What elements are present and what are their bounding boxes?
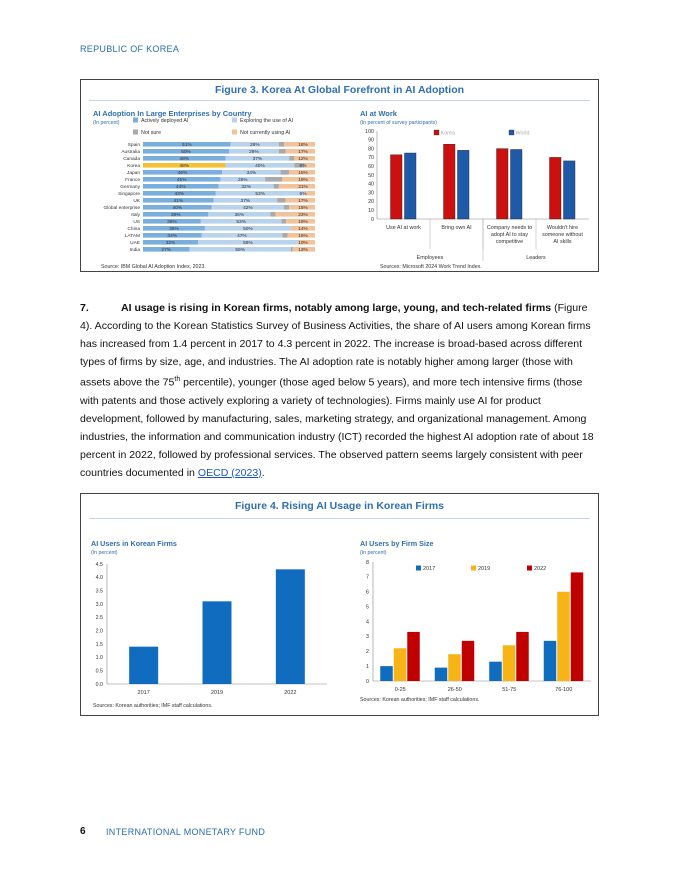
- data-label-spain-exploring: 28%: [249, 143, 260, 148]
- y-tick-0-5: 0.5: [95, 668, 103, 675]
- paragraph-text-3: .: [261, 466, 265, 479]
- chart-title: AI Users in Korean Firms: [91, 539, 177, 548]
- chart-subtitle: (In percent of survey participants): [360, 120, 437, 126]
- data-label-uae-notusing: 10%: [298, 241, 308, 246]
- bar-2019-0-25: [394, 648, 407, 681]
- legend-label-exploring-the-use-of-ai: Exploring the use of AI: [240, 118, 294, 124]
- bar-segment-canada-notsure: [289, 156, 294, 161]
- data-label-us-exploring: 53%: [236, 220, 246, 225]
- bar-segment-australia-notsure: [279, 149, 286, 154]
- bar-2019-26-50: [448, 654, 461, 681]
- data-label-japan-exploring: 34%: [246, 171, 257, 176]
- country-label-france: France: [125, 178, 140, 183]
- figure-4-charts: [81, 494, 600, 717]
- data-label-india-exploring: 59%: [235, 248, 245, 253]
- data-label-italy-notusing: 23%: [298, 213, 308, 218]
- bar-segment-germany-notsure: [274, 184, 279, 189]
- y-tick-20: 20: [368, 199, 374, 206]
- country-label-latam: LATAM: [124, 234, 140, 239]
- y-tick-4-0: 4.0: [95, 575, 103, 582]
- data-label-australia-notusing: 17%: [298, 150, 308, 155]
- figure-3-charts: [81, 80, 600, 273]
- bar-world-bring-own-ai: [458, 150, 470, 219]
- data-label-us-deployed: 38%: [167, 220, 177, 225]
- data-label-latam-notusing: 16%: [298, 234, 308, 239]
- legend-label-2019: 2019: [478, 566, 491, 572]
- data-label-china-notusing: 14%: [298, 227, 308, 232]
- bar-2022-51-75: [516, 632, 529, 681]
- y-tick-50: 50: [368, 172, 374, 179]
- category-label-company-needs-to-adopt-ai-to-stay-competitive: Company needs to adopt AI to stay competitive: [486, 225, 533, 245]
- bar-segment-japan-notsure: [281, 170, 290, 175]
- y-tick-100: 100: [365, 128, 374, 135]
- y-tick-4-5: 4.5: [95, 561, 103, 568]
- data-label-singapore-deployed: 43%: [174, 192, 185, 197]
- bar-2017-76-100: [544, 641, 557, 681]
- y-tick-7: 7: [366, 574, 369, 581]
- oecd-2023-link[interactable]: OECD (2023): [197, 466, 262, 479]
- country-label-germany: Germany: [120, 185, 140, 190]
- y-tick-40: 40: [368, 181, 374, 188]
- bar-2017-0-25: [380, 666, 393, 681]
- y-tick-0: 0: [371, 216, 374, 223]
- bar-korea-bring-own-ai: [444, 144, 456, 219]
- figure-4-left-source: Sources: Korean authorities; IMF staff calculations.: [93, 703, 213, 709]
- country-label-uk: UK: [133, 199, 140, 204]
- data-label-uk-exploring: 37%: [240, 199, 251, 204]
- bar-segment-italy-notsure: [270, 212, 275, 217]
- data-label-australia-exploring: 29%: [249, 150, 259, 155]
- x-tick-2019: 2019: [210, 690, 224, 696]
- legend-swatch-actively-deployed-ai: [133, 118, 138, 123]
- data-label-japan-notusing: 15%: [298, 171, 308, 176]
- bar-segment-spain-notsure: [279, 142, 284, 147]
- data-label-uk-deployed: 41%: [173, 199, 184, 204]
- chart-subtitle: (In percent): [360, 550, 387, 556]
- country-label-global-enterprise: Global enterprise: [103, 206, 140, 211]
- data-label-global-enterprise-deployed: 40%: [172, 206, 183, 211]
- paragraph-lead: AI usage is rising in Korean firms, notably among large, young, and tech-related firms: [121, 302, 552, 314]
- data-label-germany-notusing: 21%: [298, 185, 308, 190]
- chart-title: AI Adoption In Large Enterprises by Country: [93, 109, 252, 118]
- bar-2022-76-100: [571, 572, 584, 681]
- country-label-japan: Japan: [126, 171, 140, 176]
- category-label-use-ai-at-work: Use AI at work: [386, 225, 421, 231]
- bar-segment-us-notsure: [282, 219, 287, 224]
- group-label-employees: Employees: [416, 255, 444, 261]
- data-label-italy-deployed: 38%: [170, 213, 181, 218]
- data-label-canada-deployed: 48%: [179, 157, 190, 162]
- y-tick-4: 4: [366, 619, 369, 626]
- country-label-italy: Italy: [131, 213, 140, 218]
- legend-swatch-korea: [434, 130, 439, 135]
- data-label-france-deployed: 45%: [176, 178, 187, 183]
- legend-label-not-sure: Not sure: [141, 130, 162, 136]
- y-tick-30: 30: [368, 190, 374, 197]
- y-tick-6: 6: [366, 589, 369, 596]
- bar-segment-germany-notusing: [279, 184, 315, 189]
- paragraph-superscript: th: [174, 376, 181, 384]
- y-tick-2: 2: [366, 649, 369, 656]
- bar-korea-use-ai-at-work: [391, 155, 403, 219]
- data-label-germany-exploring: 32%: [241, 185, 252, 190]
- data-label-global-enterprise-notusing: 15%: [298, 206, 308, 211]
- figure-3-right-source: Sources: Microsoft 2024 Work Trend Index.: [380, 264, 482, 270]
- bar-world-company-needs-to-adopt-ai-to-stay-competitive: [511, 149, 523, 219]
- bar-2017-51-75: [489, 662, 502, 681]
- y-tick-80: 80: [368, 146, 374, 153]
- legend-swatch-2017: [416, 566, 421, 571]
- data-label-uk-notusing: 17%: [298, 199, 308, 204]
- legend-label-actively-deployed-ai: Actively deployed AI: [141, 118, 189, 124]
- legend-label-korea: Korea: [440, 130, 455, 137]
- y-tick-60: 60: [368, 164, 374, 170]
- bar-2017: [129, 647, 158, 684]
- data-label-spain-notusing: 18%: [298, 143, 308, 148]
- bar-2017-26-50: [435, 668, 448, 681]
- bar-world-wouldn-t-hire-someone-without-ai-skills: [564, 161, 576, 219]
- legend-label-not-currently-using-ai: Not currently using AI: [240, 130, 291, 136]
- y-tick-3-5: 3.5: [95, 588, 103, 595]
- data-label-japan-deployed: 46%: [177, 171, 188, 176]
- data-label-latam-exploring: 47%: [237, 234, 247, 239]
- paragraph-7: [80, 299, 600, 482]
- data-label-canada-notusing: 12%: [298, 157, 308, 162]
- bar-2019-76-100: [557, 592, 570, 681]
- y-tick-90: 90: [368, 137, 374, 144]
- y-tick-70: 70: [368, 155, 374, 162]
- country-label-singapore: Singapore: [118, 192, 140, 197]
- bar-2019: [203, 601, 232, 684]
- country-label-korea: Korea: [127, 164, 140, 169]
- legend-label-2017: 2017: [423, 566, 436, 572]
- x-tick-2022: 2022: [284, 690, 297, 696]
- chart-title: AI Users by Firm Size: [360, 539, 434, 548]
- data-label-singapore-exploring: 53%: [255, 192, 266, 197]
- y-tick-10: 10: [368, 208, 374, 214]
- country-label-spain: Spain: [127, 143, 140, 148]
- x-tick-2017: 2017: [137, 690, 150, 696]
- bar-segment-france-notsure: [265, 177, 282, 182]
- data-label-france-notusing: 19%: [298, 178, 308, 183]
- figure-4: [80, 493, 599, 716]
- figure-3-title: Figure 3. Korea At Global Forefront in AI Adoption: [214, 84, 465, 96]
- legend-swatch-exploring-the-use-of-ai: [232, 118, 237, 123]
- data-label-australia-deployed: 50%: [181, 150, 191, 155]
- data-label-china-exploring: 50%: [243, 227, 253, 232]
- chart-subtitle: (In percent): [91, 550, 118, 556]
- paragraph-number: 7.: [80, 302, 89, 314]
- bar-2019-51-75: [503, 645, 516, 681]
- data-label-spain-deployed: 51%: [182, 143, 192, 148]
- legend-swatch-not-sure: [133, 130, 138, 135]
- bar-2022-0-25: [407, 632, 420, 681]
- y-tick-1-0: 1.0: [95, 655, 103, 662]
- bar-segment-uk-notsure: [277, 198, 286, 203]
- data-label-uae-deployed: 32%: [165, 241, 176, 246]
- paragraph-text-2: percentile), younger (those aged below 5 years), and more tech intensive firms (those with patents and those actively exploring a variety of technologies). Firms mainly use AI for product development, followed by manufacturing, sales, marketing strategy, and organizational management. Among industries, the information and communication industry (ICT) recorded the highest AI adoption rate of about 18 percent in 2022, followed by professional services. The observed pattern seems largely consistent with peer countries documented in: [80, 376, 594, 479]
- category-label-wouldn-t-hire-someone-without-ai-skills: Wouldn't hire someone without AI skills: [542, 225, 583, 245]
- bar-segment-latam-notsure: [282, 233, 287, 238]
- data-label-canada-exploring: 37%: [252, 157, 263, 162]
- data-label-global-enterprise-exploring: 42%: [243, 206, 253, 211]
- legend-swatch-world: [509, 130, 514, 135]
- y-tick-2-0: 2.0: [95, 628, 103, 635]
- y-tick-1: 1: [366, 663, 369, 670]
- figure-3: [80, 79, 599, 272]
- data-label-latam-deployed: 34%: [167, 234, 178, 239]
- data-label-uae-exploring: 58%: [243, 241, 253, 246]
- group-label-leaders: Leaders: [526, 255, 546, 261]
- page-number: 6: [80, 826, 86, 837]
- bar-segment-global-enterprise-notsure: [284, 205, 289, 210]
- chart-title: AI at Work: [360, 109, 397, 118]
- data-label-singapore-notusing: 6%: [299, 192, 307, 197]
- y-tick-1-5: 1.5: [95, 641, 103, 648]
- bar-korea-wouldn-t-hire-someone-without-ai-skills: [550, 157, 562, 219]
- data-label-korea-notusing: 6%: [299, 164, 307, 169]
- figure-4-title: Figure 4. Rising AI Usage in Korean Firms: [234, 500, 445, 512]
- running-head: REPUBLIC OF KOREA: [80, 44, 180, 54]
- country-label-china: China: [127, 227, 140, 232]
- y-tick-3-0: 3.0: [95, 601, 103, 608]
- legend-swatch-2022: [527, 566, 532, 571]
- country-label-australia: Australia: [121, 150, 140, 155]
- data-label-korea-deployed: 48%: [179, 164, 190, 169]
- country-label-us: US: [133, 220, 140, 225]
- x-tick-0-25: 0-25: [394, 687, 406, 693]
- category-label-bring-own-ai: Bring own AI: [441, 225, 472, 231]
- footer-label: INTERNATIONAL MONETARY FUND: [106, 827, 266, 837]
- legend-label-2022: 2022: [534, 566, 547, 572]
- data-label-france-exploring: 26%: [237, 178, 248, 183]
- x-tick-76-100: 76-100: [555, 687, 573, 693]
- data-label-italy-exploring: 36%: [234, 213, 245, 218]
- figure-4-right-source: Sources: Korean authorities; IMF staff calculations.: [360, 697, 480, 703]
- legend-swatch-not-currently-using-ai: [232, 130, 237, 135]
- country-label-uae: UAE: [130, 241, 140, 246]
- y-tick-5: 5: [366, 604, 369, 611]
- data-label-us-notusing: 19%: [298, 220, 308, 225]
- x-tick-26-50: 26-50: [447, 687, 462, 693]
- legend-swatch-2019: [471, 566, 476, 571]
- country-label-india: India: [129, 248, 140, 253]
- bar-world-use-ai-at-work: [405, 153, 417, 219]
- data-label-china-deployed: 36%: [169, 227, 179, 232]
- data-label-india-notusing: 13%: [298, 248, 308, 253]
- data-label-india-deployed: 27%: [161, 248, 172, 253]
- x-tick-51-75: 51-75: [502, 687, 517, 693]
- data-label-germany-deployed: 44%: [176, 185, 186, 190]
- bar-segment-italy-notusing: [275, 212, 315, 217]
- y-tick-8: 8: [366, 559, 369, 566]
- y-tick-2-5: 2.5: [95, 615, 103, 622]
- y-tick-0-0: 0.0: [95, 681, 103, 688]
- figure-3-left-source: Source: IBM Global AI Adoption Index, 2023.: [101, 264, 206, 270]
- bar-segment-india-notsure: [291, 247, 293, 252]
- legend-label-world: World: [515, 130, 530, 137]
- bar-2022-26-50: [462, 641, 475, 681]
- data-label-korea-exploring: 40%: [255, 164, 265, 169]
- country-label-canada: Canada: [123, 157, 140, 162]
- y-tick-3: 3: [366, 634, 369, 641]
- bar-korea-company-needs-to-adopt-ai-to-stay-competitive: [497, 149, 509, 219]
- chart-subtitle: (In percent): [93, 120, 120, 126]
- paragraph-text-1: (Figure 4). According to the Korean Statistics Survey of Business Activities, the share of AI users among Korean firms has increased from 1.4 percent in 2017 to 4.3 percent in 2022. The increase is broad-based across different types of firms by size, age, and industries. The AI adoption rate is notably higher among larger (those with assets above the 75: [80, 302, 591, 389]
- bar-2022: [276, 569, 305, 684]
- y-tick-0: 0: [366, 678, 369, 685]
